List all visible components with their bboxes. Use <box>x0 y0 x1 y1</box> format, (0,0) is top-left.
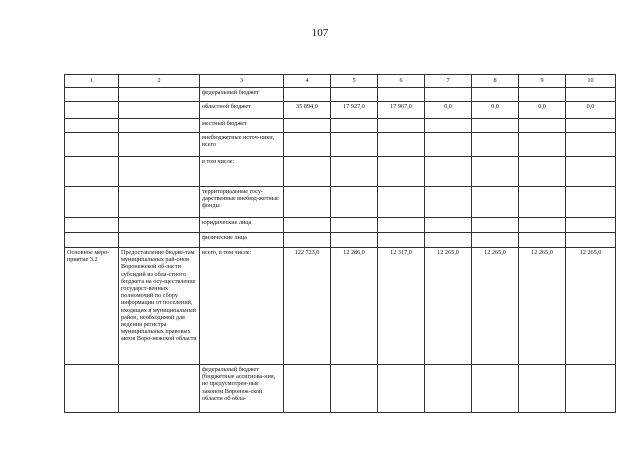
cell-source: всего, в том числе: <box>200 248 284 365</box>
cell-value: 0,0 <box>472 102 519 119</box>
cell-value <box>331 233 378 248</box>
cell-value <box>425 157 472 187</box>
cell-value <box>472 218 519 233</box>
cell-value <box>519 233 566 248</box>
cell-value <box>425 119 472 133</box>
header-cell: 7 <box>425 75 472 88</box>
cell-value <box>566 88 616 102</box>
cell-value: 0,0 <box>425 102 472 119</box>
cell-col1 <box>65 119 119 133</box>
cell-value <box>519 187 566 218</box>
header-cell: 2 <box>119 75 200 88</box>
table-row <box>65 157 616 187</box>
cell-value <box>519 133 566 157</box>
cell-value <box>331 88 378 102</box>
cell-value <box>378 187 425 218</box>
cell-value <box>566 133 616 157</box>
cell-value <box>284 88 331 102</box>
cell-value <box>331 157 378 187</box>
header-cell: 1 <box>65 75 119 88</box>
cell-value <box>331 133 378 157</box>
cell-value <box>472 233 519 248</box>
cell-col1 <box>65 102 119 119</box>
cell-col1 <box>65 157 119 187</box>
cell-col2 <box>119 365 200 413</box>
cell-value <box>378 157 425 187</box>
cell-col1 <box>65 88 119 102</box>
cell-value <box>472 365 519 413</box>
cell-value <box>566 365 616 413</box>
cell-source: юридические лица <box>200 218 284 233</box>
cell-value <box>284 187 331 218</box>
cell-col2 <box>119 187 200 218</box>
cell-source: федеральный бюджет (бюджетные ассигнова-ния, не предусмотрен-ные законом Воронеж-ской области об обла- <box>200 365 284 413</box>
cell-value <box>519 157 566 187</box>
table-row <box>65 102 616 119</box>
table-row <box>65 248 616 365</box>
cell-value: 17 927,0 <box>331 102 378 119</box>
cell-col1 <box>65 218 119 233</box>
cell-col2 <box>119 133 200 157</box>
budget-table <box>64 74 616 413</box>
table-row <box>65 187 616 218</box>
cell-value: 12 286,0 <box>331 248 378 365</box>
cell-value <box>378 218 425 233</box>
cell-value <box>284 133 331 157</box>
cell-value: 12 265,0 <box>566 248 616 365</box>
cell-value <box>331 218 378 233</box>
cell-value <box>519 365 566 413</box>
cell-source: местный бюджет <box>200 119 284 133</box>
cell-value: 0,0 <box>519 102 566 119</box>
cell-col2 <box>119 233 200 248</box>
cell-value <box>425 233 472 248</box>
cell-value <box>566 119 616 133</box>
cell-value <box>472 157 519 187</box>
cell-source: федеральный бюджет <box>200 88 284 102</box>
cell-col2 <box>119 157 200 187</box>
cell-value <box>331 119 378 133</box>
cell-value: 12 265,0 <box>519 248 566 365</box>
cell-value <box>284 119 331 133</box>
cell-col1 <box>65 365 119 413</box>
cell-value: 12 317,0 <box>378 248 425 365</box>
cell-value <box>331 187 378 218</box>
table-row <box>65 133 616 157</box>
cell-value <box>284 365 331 413</box>
cell-value <box>378 365 425 413</box>
cell-source: территориальные госу-дарственные внебюд-жетные фонды <box>200 187 284 218</box>
cell-value <box>425 88 472 102</box>
cell-value <box>566 218 616 233</box>
cell-value <box>378 233 425 248</box>
cell-value <box>425 365 472 413</box>
cell-col1 <box>65 187 119 218</box>
cell-value <box>472 187 519 218</box>
cell-value <box>519 88 566 102</box>
cell-value: 12 265,0 <box>425 248 472 365</box>
cell-source: физические лица <box>200 233 284 248</box>
cell-value: 35 894,0 <box>284 102 331 119</box>
cell-value <box>472 133 519 157</box>
cell-value <box>519 218 566 233</box>
table-row <box>65 119 616 133</box>
cell-value <box>284 157 331 187</box>
header-cell: 10 <box>566 75 616 88</box>
table-row <box>65 218 616 233</box>
header-cell: 3 <box>200 75 284 88</box>
cell-col1 <box>65 233 119 248</box>
cell-col2 <box>119 119 200 133</box>
table-row <box>65 233 616 248</box>
cell-value: 12 265,0 <box>472 248 519 365</box>
cell-col2 <box>119 102 200 119</box>
cell-col1 <box>65 133 119 157</box>
cell-col1: Основное меро-приятие 3.2 <box>65 248 119 365</box>
cell-value <box>378 133 425 157</box>
table-row <box>65 88 616 102</box>
cell-source: внебюджетные источ-ники, всего <box>200 133 284 157</box>
cell-col2 <box>119 218 200 233</box>
header-cell: 4 <box>284 75 331 88</box>
cell-col2 <box>119 88 200 102</box>
cell-value: 0,0 <box>566 102 616 119</box>
cell-value <box>425 218 472 233</box>
cell-value <box>519 119 566 133</box>
cell-value: 122 723,0 <box>284 248 331 365</box>
cell-value <box>425 133 472 157</box>
cell-value <box>331 365 378 413</box>
cell-value <box>566 187 616 218</box>
header-cell: 6 <box>378 75 425 88</box>
table-header-row <box>65 75 616 88</box>
cell-source: в том числе: <box>200 157 284 187</box>
page-number: 107 <box>311 27 329 39</box>
cell-value <box>284 233 331 248</box>
cell-value <box>378 88 425 102</box>
cell-value <box>425 187 472 218</box>
cell-col2: Предоставление бюдже-там муниципальных рай-онов Воронежской об-ласти субсидий из обла-стного бюджета на осу-ществление государст-венных полномочий по сбору информации от поселений, входящих в муниципальный район, необходимой для ведения регистра муниципальных правовых актов Воро-нежской области <box>119 248 200 365</box>
cell-value: 17 967,0 <box>378 102 425 119</box>
header-cell: 5 <box>331 75 378 88</box>
cell-value <box>566 157 616 187</box>
header-cell: 8 <box>472 75 519 88</box>
cell-value <box>378 119 425 133</box>
table-row <box>65 365 616 413</box>
cell-value <box>566 233 616 248</box>
cell-value <box>284 218 331 233</box>
cell-source: областной бюджет <box>200 102 284 119</box>
cell-value <box>472 119 519 133</box>
header-cell: 9 <box>519 75 566 88</box>
cell-value <box>472 88 519 102</box>
